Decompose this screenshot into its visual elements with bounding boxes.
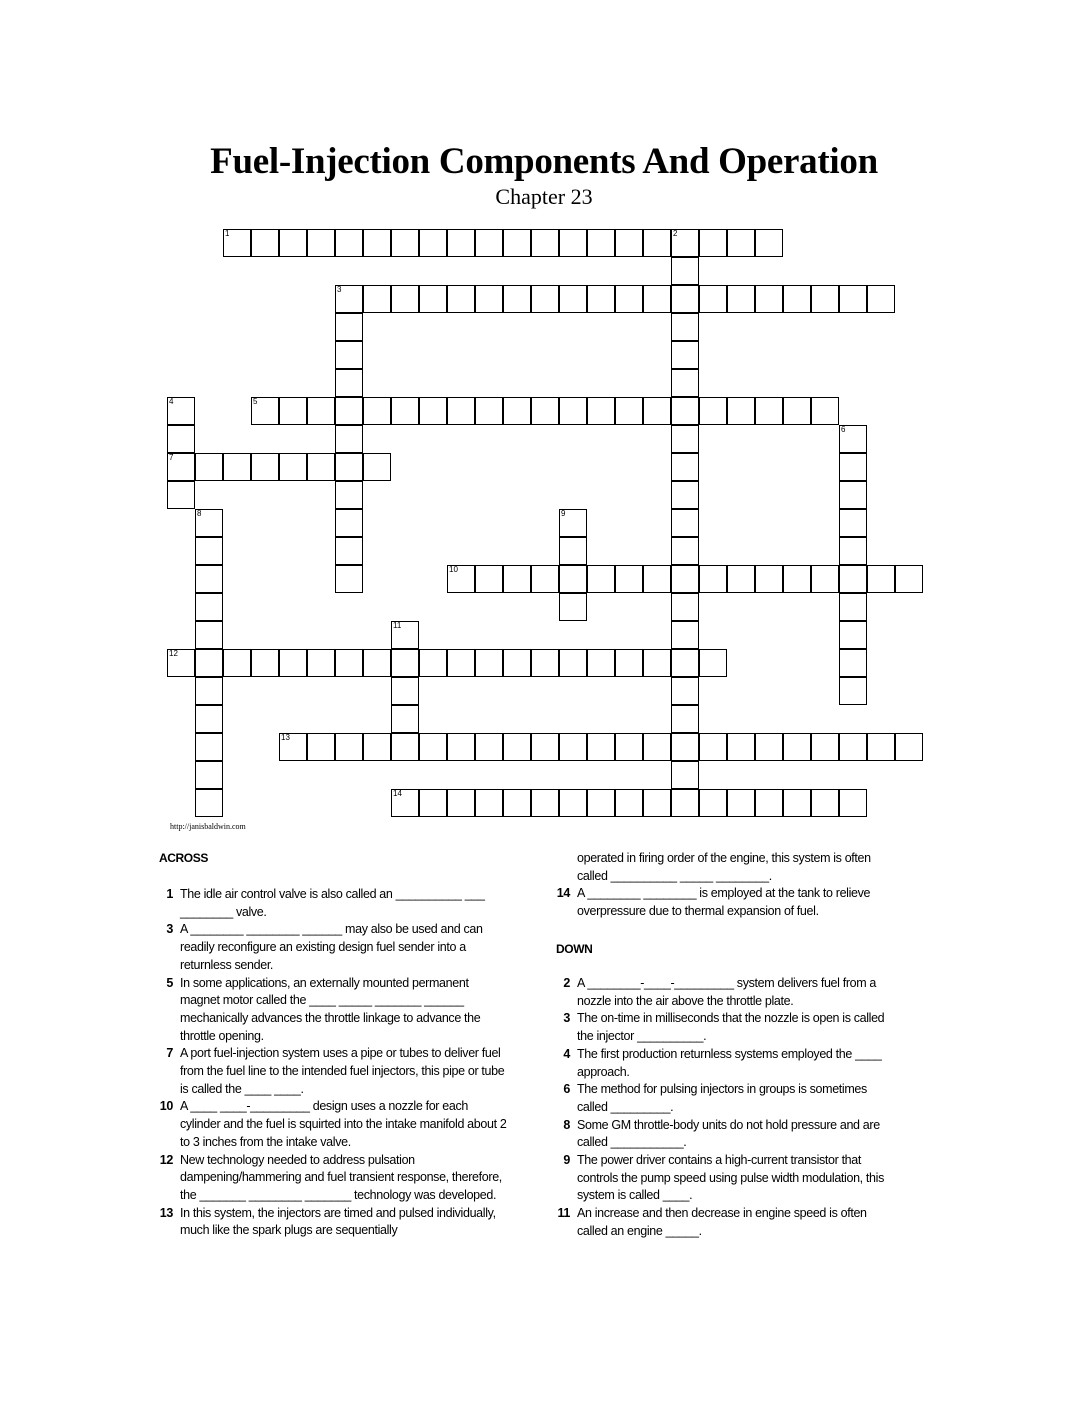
grid-cell[interactable]	[671, 761, 699, 789]
across-clue-13: 13 In this system, the injectors are timed and pulsed individually, much like the spark plugs are sequentially	[159, 1205, 496, 1238]
grid-cell[interactable]	[447, 229, 475, 257]
down-heading: DOWN	[556, 942, 593, 956]
grid-cell[interactable]	[867, 565, 895, 593]
grid-cell[interactable]	[447, 565, 475, 593]
grid-cell[interactable]	[307, 397, 335, 425]
grid-cell[interactable]	[587, 789, 615, 817]
grid-cell[interactable]	[531, 229, 559, 257]
grid-cell[interactable]	[531, 649, 559, 677]
grid-cell[interactable]	[839, 593, 867, 621]
grid-cell[interactable]	[839, 509, 867, 537]
across-clue-3: 3 A ________ ________ ______ may also be used and can readily reconfigure an existing design fuel sender into a returnless sender.	[166, 922, 483, 972]
clue-number-label: 11	[393, 621, 402, 630]
clue-number-label: 13	[281, 733, 290, 742]
grid-cell[interactable]	[839, 537, 867, 565]
grid-cell[interactable]	[671, 677, 699, 705]
clue-number-label: 14	[393, 789, 402, 798]
grid-cell[interactable]	[223, 649, 251, 677]
grid-cell[interactable]	[587, 229, 615, 257]
grid-cell[interactable]	[671, 565, 699, 593]
grid-cell[interactable]	[195, 593, 223, 621]
grid-cell[interactable]	[727, 397, 755, 425]
grid-cell[interactable]	[671, 313, 699, 341]
grid-cell[interactable]	[755, 565, 783, 593]
grid-cell[interactable]	[167, 425, 195, 453]
grid-cell[interactable]	[503, 565, 531, 593]
grid-cell[interactable]	[587, 285, 615, 313]
down-clue-3: 3 The on-time in milliseconds that the nozzle is open is called the injector __________.	[563, 1011, 885, 1044]
grid-cell[interactable]	[363, 285, 391, 313]
grid-cell[interactable]	[699, 285, 727, 313]
across-heading: ACROSS	[159, 851, 208, 865]
grid-cell[interactable]	[419, 285, 447, 313]
grid-cell[interactable]	[195, 565, 223, 593]
grid-cell[interactable]	[755, 285, 783, 313]
grid-cell[interactable]	[391, 285, 419, 313]
grid-cell[interactable]	[699, 789, 727, 817]
grid-cell[interactable]	[895, 565, 923, 593]
grid-cell[interactable]	[531, 565, 559, 593]
grid-cell[interactable]	[671, 509, 699, 537]
grid-cell[interactable]	[475, 285, 503, 313]
grid-cell[interactable]	[335, 397, 363, 425]
across-clue-5: 5 In some applications, an externally mounted permanent magnet motor called the ____ _____ _______ ______ mechanically advances the throttle linkage to advance the throttle opening.	[166, 975, 481, 1043]
grid-cell[interactable]	[615, 565, 643, 593]
grid-cell[interactable]	[615, 789, 643, 817]
grid-cell[interactable]	[419, 649, 447, 677]
grid-cell[interactable]	[867, 285, 895, 313]
grid-cell[interactable]	[475, 649, 503, 677]
grid-cell[interactable]	[839, 789, 867, 817]
down-clues-column	[552, 975, 892, 1241]
grid-cell[interactable]	[447, 285, 475, 313]
grid-cell[interactable]	[531, 397, 559, 425]
clue-number-label: 7	[169, 453, 174, 462]
grid-cell[interactable]	[447, 397, 475, 425]
grid-cell[interactable]	[559, 789, 587, 817]
grid-cell[interactable]	[699, 649, 727, 677]
grid-cell[interactable]	[167, 397, 195, 425]
grid-cell[interactable]	[419, 229, 447, 257]
page-title: Fuel-Injection Components And Operation	[210, 141, 878, 182]
grid-cell[interactable]	[279, 397, 307, 425]
grid-cell[interactable]	[559, 397, 587, 425]
grid-cell[interactable]	[167, 649, 195, 677]
grid-cell[interactable]	[755, 733, 783, 761]
across-clue-1: 1 The idle air control valve is also called an __________ ___ ________ valve.	[166, 887, 485, 919]
grid-cell[interactable]	[251, 649, 279, 677]
grid-cell[interactable]	[559, 733, 587, 761]
grid-cell[interactable]	[559, 649, 587, 677]
grid-cell[interactable]	[671, 425, 699, 453]
grid-cell[interactable]	[391, 621, 419, 649]
clue-number-label: 9	[561, 509, 566, 518]
grid-cell[interactable]	[335, 565, 363, 593]
grid-cell[interactable]	[727, 789, 755, 817]
grid-cell[interactable]	[391, 229, 419, 257]
grid-cell[interactable]	[783, 565, 811, 593]
grid-cell[interactable]	[335, 733, 363, 761]
grid-cell[interactable]	[587, 565, 615, 593]
grid-cell[interactable]	[363, 397, 391, 425]
grid-cell[interactable]	[419, 733, 447, 761]
grid-cell[interactable]	[391, 789, 419, 817]
grid-cell[interactable]	[671, 537, 699, 565]
grid-cell[interactable]	[503, 789, 531, 817]
grid-cell[interactable]	[783, 733, 811, 761]
grid-cell[interactable]	[811, 285, 839, 313]
grid-cell[interactable]	[335, 425, 363, 453]
grid-cell[interactable]	[335, 285, 363, 313]
grid-cell[interactable]	[727, 565, 755, 593]
grid-cell[interactable]	[195, 509, 223, 537]
down-clue-9: 9 The power driver contains a high-current transistor that controls the pump speed using pulse width modulation, this system is called ____.	[563, 1153, 884, 1203]
grid-cell[interactable]	[503, 397, 531, 425]
grid-cell[interactable]	[335, 369, 363, 397]
clue-number-label: 12	[169, 649, 178, 658]
grid-cell[interactable]	[839, 677, 867, 705]
grid-cell[interactable]	[335, 453, 363, 481]
grid-cell[interactable]	[363, 453, 391, 481]
grid-cell[interactable]	[699, 397, 727, 425]
grid-cell[interactable]	[167, 453, 195, 481]
grid-cell[interactable]	[839, 453, 867, 481]
grid-cell[interactable]	[643, 397, 671, 425]
grid-cell[interactable]	[643, 733, 671, 761]
grid-cell[interactable]	[643, 649, 671, 677]
grid-cell[interactable]	[587, 649, 615, 677]
grid-cell[interactable]	[559, 537, 587, 565]
grid-cell[interactable]	[559, 565, 587, 593]
grid-cell[interactable]	[783, 789, 811, 817]
grid-cell[interactable]	[195, 537, 223, 565]
across-clue-7: 7 A port fuel-injection system uses a pipe or tubes to deliver fuel from the fuel line to the intended fuel injectors, this pipe or tube is called the ____ ____.	[166, 1046, 505, 1096]
grid-cell[interactable]	[279, 229, 307, 257]
grid-cell[interactable]	[447, 649, 475, 677]
grid-cell[interactable]	[195, 789, 223, 817]
grid-cell[interactable]	[755, 789, 783, 817]
grid-cell[interactable]	[615, 285, 643, 313]
down-clue-6: 6 The method for pulsing injectors in groups is sometimes called _________.	[563, 1082, 867, 1114]
across-clue-14: 14 A ________ ________ is employed at the tank to relieve overpressure due to thermal expansion of fuel.	[556, 886, 871, 919]
grid-cell[interactable]	[783, 397, 811, 425]
grid-cell[interactable]	[615, 229, 643, 257]
grid-cell[interactable]	[279, 649, 307, 677]
grid-cell[interactable]	[699, 565, 727, 593]
grid-cell[interactable]	[391, 397, 419, 425]
grid-cell[interactable]	[671, 705, 699, 733]
grid-cell[interactable]	[503, 733, 531, 761]
grid-cell[interactable]	[699, 229, 727, 257]
grid-cell[interactable]	[559, 509, 587, 537]
grid-cell[interactable]	[615, 649, 643, 677]
grid-cell[interactable]	[195, 705, 223, 733]
clue-number-label: 2	[673, 229, 678, 238]
grid-cell[interactable]	[671, 257, 699, 285]
grid-cell[interactable]	[727, 285, 755, 313]
clue-number-label: 4	[169, 397, 174, 406]
grid-cell[interactable]	[419, 789, 447, 817]
grid-cell[interactable]	[167, 481, 195, 509]
grid-cell[interactable]	[307, 229, 335, 257]
grid-cell[interactable]	[475, 229, 503, 257]
grid-cell[interactable]	[643, 565, 671, 593]
grid-cell[interactable]	[727, 733, 755, 761]
grid-cell[interactable]	[839, 285, 867, 313]
grid-cell[interactable]	[195, 677, 223, 705]
grid-cell[interactable]	[335, 229, 363, 257]
grid-cell[interactable]	[363, 733, 391, 761]
grid-cell[interactable]	[839, 565, 867, 593]
grid-cell[interactable]	[531, 789, 559, 817]
grid-cell[interactable]	[811, 733, 839, 761]
across-clue-13-continued: operated in firing order of the engine, this system is often called __________ _____ ________.	[577, 851, 871, 883]
clue-number-label: 1	[225, 229, 230, 238]
grid-cell[interactable]	[335, 481, 363, 509]
across-clue-10: 10 A ____ ____-_________ design uses a nozzle for each cylinder and the fuel is squirted into the intake manifold about 2 to 3 inches from the intake valve.	[159, 1099, 507, 1149]
grid-cell[interactable]	[447, 789, 475, 817]
grid-cell[interactable]	[475, 397, 503, 425]
grid-cell[interactable]	[643, 285, 671, 313]
grid-cell[interactable]	[335, 649, 363, 677]
grid-cell[interactable]	[279, 453, 307, 481]
grid-cell[interactable]	[195, 621, 223, 649]
grid-cell[interactable]	[195, 733, 223, 761]
down-clue-11: 11 An increase and then decrease in engine speed is often called an engine _____.	[557, 1206, 867, 1238]
grid-cell[interactable]	[251, 453, 279, 481]
clue-number-label: 10	[449, 565, 458, 574]
grid-cell[interactable]	[839, 481, 867, 509]
grid-cell[interactable]	[447, 733, 475, 761]
grid-cell[interactable]	[335, 313, 363, 341]
grid-cell[interactable]	[671, 621, 699, 649]
grid-cell[interactable]	[867, 733, 895, 761]
grid-cell[interactable]	[783, 285, 811, 313]
grid-cell[interactable]	[559, 593, 587, 621]
grid-cell[interactable]	[727, 229, 755, 257]
across-clues-column-2	[552, 850, 892, 921]
clue-number-label: 6	[841, 425, 846, 434]
across-clues-column-1	[155, 886, 507, 1240]
down-clue-4: 4 The first production returnless systems employed the ____ approach.	[563, 1046, 882, 1079]
grid-cell[interactable]	[643, 789, 671, 817]
grid-cell[interactable]	[195, 453, 223, 481]
grid-cell[interactable]	[531, 285, 559, 313]
down-clue-2: 2 A ________-____-_________ system delivers fuel from a nozzle into the air above the throttle plate.	[563, 976, 877, 1008]
clue-number-label: 8	[197, 509, 202, 518]
grid-cell[interactable]	[839, 733, 867, 761]
clue-number-label: 5	[253, 397, 258, 406]
grid-cell[interactable]	[755, 229, 783, 257]
grid-cell[interactable]	[363, 229, 391, 257]
grid-cell[interactable]	[671, 341, 699, 369]
grid-cell[interactable]	[419, 397, 447, 425]
grid-cell[interactable]	[391, 733, 419, 761]
grid-cell[interactable]	[391, 677, 419, 705]
grid-cell[interactable]	[671, 453, 699, 481]
source-url: http://janisbaldwin.com	[170, 822, 246, 831]
grid-cell[interactable]	[503, 285, 531, 313]
grid-cell[interactable]	[251, 229, 279, 257]
grid-cell[interactable]	[335, 537, 363, 565]
grid-cell[interactable]	[391, 649, 419, 677]
grid-cell[interactable]	[195, 761, 223, 789]
grid-cell[interactable]	[559, 285, 587, 313]
grid-cell[interactable]	[643, 229, 671, 257]
grid-cell[interactable]	[839, 425, 867, 453]
grid-cell[interactable]	[559, 229, 587, 257]
grid-cell[interactable]	[671, 789, 699, 817]
grid-cell[interactable]	[335, 509, 363, 537]
grid-cell[interactable]	[307, 649, 335, 677]
grid-cell[interactable]	[391, 705, 419, 733]
grid-cell[interactable]	[503, 229, 531, 257]
grid-cell[interactable]	[671, 285, 699, 313]
grid-cell[interactable]	[223, 229, 251, 257]
grid-cell[interactable]	[615, 397, 643, 425]
grid-cell[interactable]	[503, 649, 531, 677]
grid-cell[interactable]	[475, 565, 503, 593]
grid-cell[interactable]	[279, 733, 307, 761]
grid-cell[interactable]	[699, 733, 727, 761]
across-clue-12: 12 New technology needed to address pulsation dampening/hammering and fuel transient response, therefore, the _______ ________ _______ technology was developed.	[159, 1152, 502, 1202]
grid-cell[interactable]	[671, 593, 699, 621]
grid-cell[interactable]	[251, 397, 279, 425]
grid-cell[interactable]	[335, 341, 363, 369]
grid-cell[interactable]	[671, 369, 699, 397]
grid-cell[interactable]	[615, 733, 643, 761]
grid-cell[interactable]	[839, 621, 867, 649]
grid-cell[interactable]	[811, 565, 839, 593]
grid-cell[interactable]	[223, 453, 251, 481]
grid-cell[interactable]	[755, 397, 783, 425]
grid-cell[interactable]	[475, 733, 503, 761]
grid-cell[interactable]	[671, 733, 699, 761]
grid-cell[interactable]	[811, 789, 839, 817]
clue-number-label: 3	[337, 285, 342, 294]
grid-cell[interactable]	[587, 397, 615, 425]
grid-cell[interactable]	[475, 789, 503, 817]
page-subtitle: Chapter 23	[495, 184, 593, 209]
grid-cell[interactable]	[671, 481, 699, 509]
down-clue-8: 8 Some GM throttle-body units do not hold pressure and are called ___________.	[563, 1117, 880, 1150]
grid-cell[interactable]	[839, 649, 867, 677]
grid-cell[interactable]	[671, 229, 699, 257]
grid-cell[interactable]	[671, 397, 699, 425]
grid-cell[interactable]	[531, 733, 559, 761]
grid-cell[interactable]	[587, 733, 615, 761]
grid-cell[interactable]	[195, 649, 223, 677]
grid-cell[interactable]	[363, 649, 391, 677]
grid-cell[interactable]	[895, 733, 923, 761]
grid-cell[interactable]	[811, 397, 839, 425]
grid-cell[interactable]	[307, 453, 335, 481]
grid-cell[interactable]	[307, 733, 335, 761]
grid-cell[interactable]	[671, 649, 699, 677]
